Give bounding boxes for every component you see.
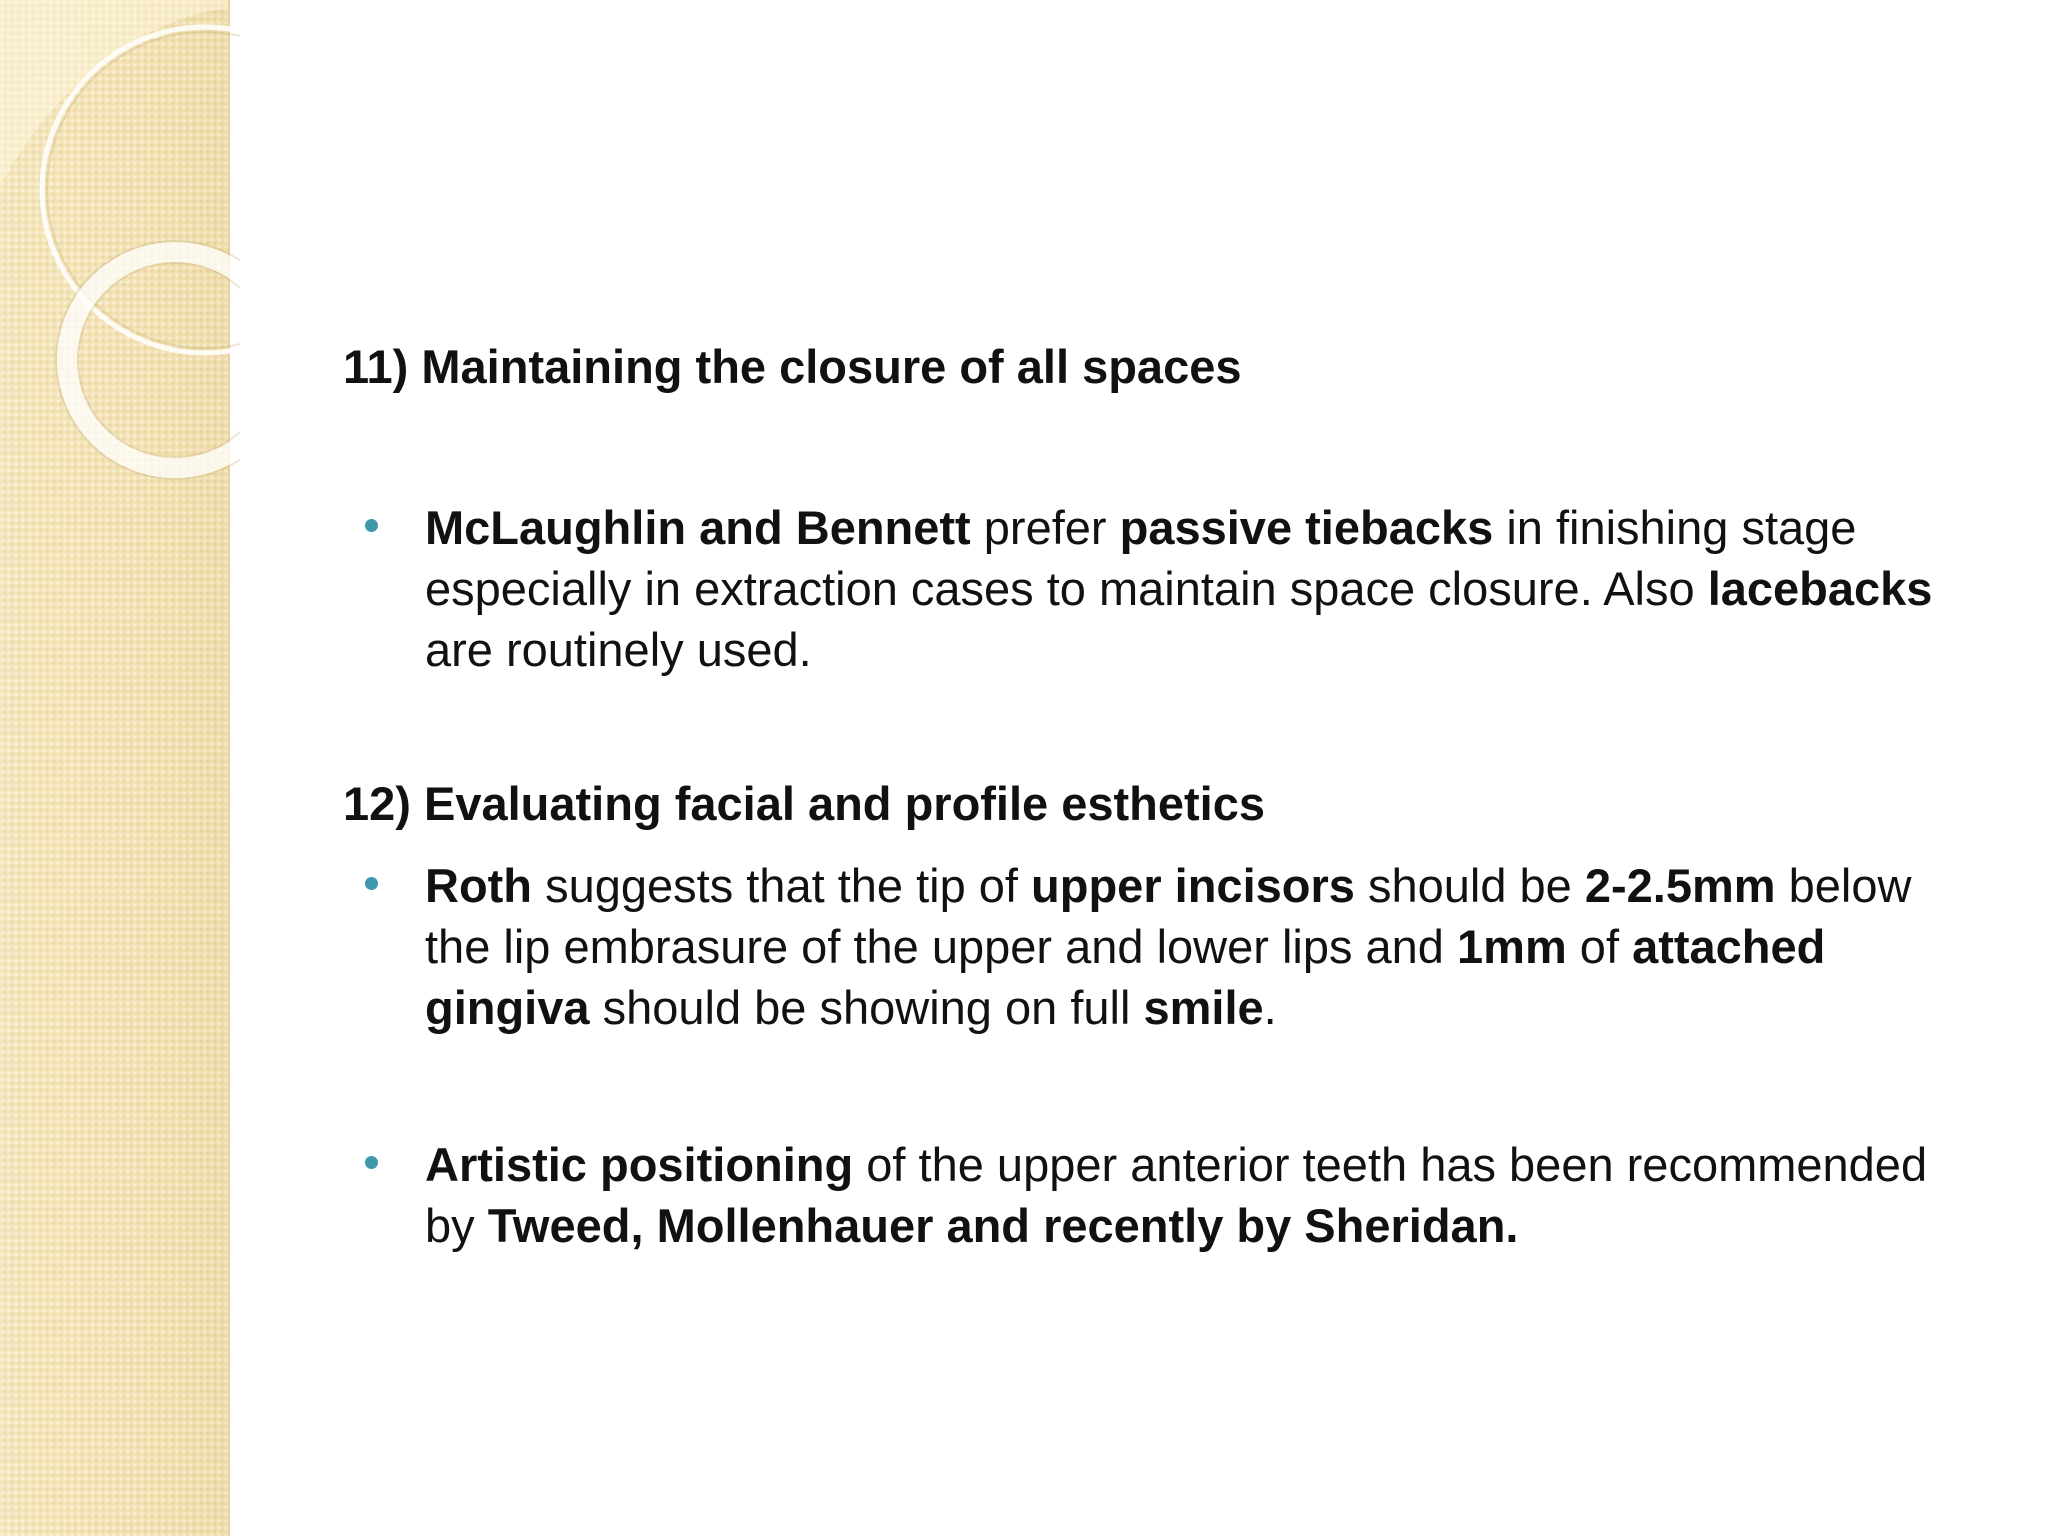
bullet-item xyxy=(343,1134,1983,1256)
text-run: should be showing on full xyxy=(589,981,1144,1034)
bold-text: 2-2.5mm xyxy=(1584,859,1776,912)
bold-text: 1mm xyxy=(1457,920,1567,973)
bullet-dot-icon xyxy=(365,877,378,890)
bold-text: smile xyxy=(1143,981,1264,1034)
bullet-item xyxy=(343,855,1983,1038)
bold-text: Artistic positioning xyxy=(425,1138,854,1191)
bold-text: lacebacks xyxy=(1707,562,1933,615)
section-heading-11: 11) Maintaining the closure of all spaces xyxy=(343,340,1242,393)
text-run: of xyxy=(1566,920,1633,973)
text-run: in finishing stage especially in extraction cases to maintain space closure. Also xyxy=(425,501,1857,615)
text-run: . xyxy=(1263,981,1277,1034)
bold-text: Tweed, Mollenhauer and recently by Sheridan. xyxy=(487,1199,1519,1252)
decorative-side-panel xyxy=(0,0,230,1536)
bullet-text xyxy=(425,497,1985,680)
bold-text: passive tiebacks xyxy=(1119,501,1494,554)
bullet-dot-icon xyxy=(365,1156,378,1169)
section-heading-12: 12) Evaluating facial and profile esthetics xyxy=(343,777,1266,830)
bold-text: Roth xyxy=(425,859,533,912)
text-run: below the lip embrasure of the upper and lower lips and xyxy=(425,859,1912,973)
bold-text: upper incisors xyxy=(1031,859,1355,912)
bold-text: McLaughlin and Bennett xyxy=(425,501,971,554)
text-run: should be xyxy=(1354,859,1585,912)
bullet-text xyxy=(425,855,1985,1038)
text-run: prefer xyxy=(970,501,1120,554)
bold-text: attached gingiva xyxy=(425,920,1826,1034)
bullet-text xyxy=(425,1134,1985,1256)
bullet-dot-icon xyxy=(365,519,378,532)
text-run: suggests that the tip of xyxy=(532,859,1032,912)
bullet-item xyxy=(343,497,1983,680)
text-run: of the upper anterior teeth has been recommended by xyxy=(425,1138,1928,1252)
text-run: are routinely used. xyxy=(425,623,812,676)
